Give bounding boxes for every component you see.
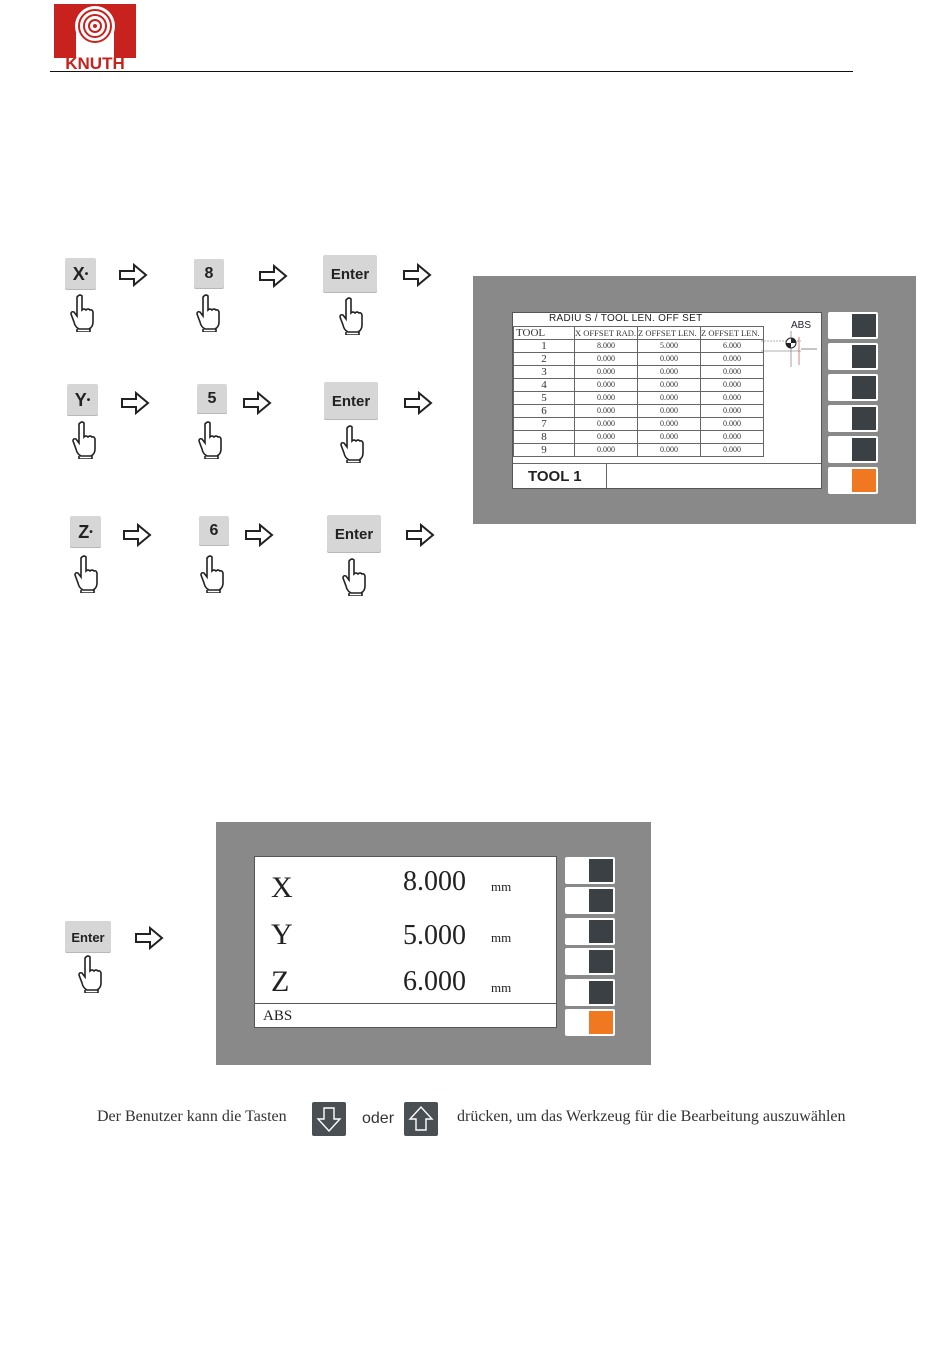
axis-value-x: 8.000 — [403, 866, 466, 897]
tool-number: 9 — [514, 444, 575, 457]
arrow-right-icon — [405, 523, 435, 547]
offset-value: 0.000 — [701, 366, 764, 379]
offset-value: 0.000 — [701, 379, 764, 392]
arrow-right-icon — [120, 391, 150, 415]
tool-number: 6 — [514, 405, 575, 418]
tool-number: 8 — [514, 431, 575, 444]
offset-value: 0.000 — [701, 392, 764, 405]
offset-value: 6.000 — [701, 340, 764, 353]
arrow-down-icon — [312, 1102, 346, 1136]
current-tool-label: TOOL 1 — [528, 468, 582, 485]
table-row — [514, 418, 764, 431]
instruction-text-start: Der Benutzer kann die Tasten — [97, 1108, 287, 1125]
pointing-hand-icon — [78, 955, 102, 993]
offset-value: 0.000 — [701, 353, 764, 366]
arrow-up-key[interactable] — [404, 1102, 438, 1136]
pointing-hand-icon — [198, 421, 222, 459]
position-footer — [255, 1003, 556, 1027]
offset-value: 0.000 — [638, 392, 701, 405]
tool-number: 2 — [514, 353, 575, 366]
pointing-hand-icon — [196, 294, 220, 332]
table-row — [514, 431, 764, 444]
enter-key[interactable]: Enter — [324, 382, 378, 420]
offset-value: 0.000 — [575, 405, 638, 418]
header-rule — [50, 71, 853, 72]
offset-table-title: RADIU S / TOOL LEN. OFF SET — [549, 313, 703, 324]
axis-label-y: Y — [271, 918, 293, 951]
table-row — [514, 379, 764, 392]
column-header: Z OFFSET LEN. — [701, 327, 764, 340]
instruction-text-or: oder — [362, 1110, 395, 1127]
table-row — [514, 366, 764, 379]
arrow-down-key[interactable] — [312, 1102, 346, 1136]
tool-number: 4 — [514, 379, 575, 392]
digit-6-key[interactable]: 6 — [199, 516, 229, 546]
softkey-5[interactable] — [828, 436, 878, 463]
column-header: X OFFSET RAD. — [575, 328, 637, 338]
offset-value: 0.000 — [638, 353, 701, 366]
offset-value: 0.000 — [638, 444, 701, 457]
digit-5-key[interactable]: 5 — [197, 384, 227, 414]
axis-value-y: 5.000 — [403, 920, 466, 951]
pointing-hand-icon — [339, 297, 363, 335]
softkey-3[interactable] — [828, 374, 878, 401]
column-header: TOOL — [514, 327, 575, 340]
tool-offset-table — [513, 326, 764, 457]
offset-value: 0.000 — [575, 392, 638, 405]
table-row — [514, 444, 764, 457]
z-axis-key[interactable]: Z • — [70, 516, 101, 548]
column-header: Z OFFSET LEN. — [638, 327, 701, 340]
softkey-2[interactable] — [565, 887, 615, 914]
enter-key[interactable]: Enter — [327, 515, 381, 553]
pointing-hand-icon — [342, 558, 366, 596]
axis-label-z: Z — [271, 965, 290, 998]
arrow-right-icon — [242, 391, 272, 415]
table-row — [514, 405, 764, 418]
arrow-right-icon — [402, 263, 432, 287]
pointing-hand-icon — [70, 294, 94, 332]
offset-value: 5.000 — [638, 340, 701, 353]
axis-value-z: 6.000 — [403, 966, 466, 997]
axis-unit-y: mm — [491, 930, 512, 945]
offset-value: 0.000 — [701, 418, 764, 431]
axis-unit-x: mm — [491, 879, 512, 894]
instruction-text-end: drücken, um das Werkzeug für die Bearbeitung auszuwählen — [457, 1108, 846, 1125]
arrow-right-icon — [118, 263, 148, 287]
offset-value: 0.000 — [701, 431, 764, 444]
knuth-logo — [52, 2, 138, 70]
table-row — [514, 392, 764, 405]
axis-label-x: X — [271, 871, 293, 904]
tool-number: 3 — [514, 366, 575, 379]
offset-value: 8.000 — [575, 340, 638, 353]
pointing-hand-icon — [340, 425, 364, 463]
softkey-1[interactable] — [565, 857, 615, 884]
softkey-1[interactable] — [828, 312, 878, 339]
tool-offset-display — [473, 276, 916, 524]
offset-value: 0.000 — [638, 379, 701, 392]
offset-value: 0.000 — [575, 366, 638, 379]
arrow-right-icon — [258, 264, 288, 288]
offset-value: 0.000 — [638, 366, 701, 379]
y-axis-key[interactable]: Y • — [67, 384, 98, 416]
digit-8-key[interactable]: 8 — [194, 259, 224, 289]
axis-unit-z: mm — [491, 980, 512, 995]
offset-value: 0.000 — [701, 405, 764, 418]
offset-footer — [513, 463, 821, 488]
x-axis-key[interactable]: X • — [65, 258, 96, 290]
softkey-4[interactable] — [828, 405, 878, 432]
position-screen — [254, 856, 557, 1028]
pointing-hand-icon — [72, 421, 96, 459]
softkey-4[interactable] — [565, 948, 615, 975]
arrow-right-icon — [122, 523, 152, 547]
logo-wordmark: KNUTH — [65, 54, 125, 70]
softkey-2[interactable] — [828, 343, 878, 370]
footer-divider — [606, 464, 607, 488]
mode-indicator: ABS — [791, 320, 812, 331]
arrow-right-icon — [134, 926, 164, 950]
enter-key[interactable]: Enter — [323, 255, 377, 293]
table-row — [514, 340, 764, 353]
mode-indicator: ABS — [263, 1008, 293, 1024]
offset-value: 0.000 — [701, 444, 764, 457]
arrow-right-icon — [403, 391, 433, 415]
arrow-right-icon — [244, 523, 274, 547]
pointing-hand-icon — [200, 555, 224, 593]
offset-value: 0.000 — [575, 444, 638, 457]
offset-value: 0.000 — [638, 405, 701, 418]
table-row — [514, 353, 764, 366]
pointing-hand-icon — [74, 555, 98, 593]
arrow-up-icon — [404, 1102, 438, 1136]
tool-number: 7 — [514, 418, 575, 431]
offset-value: 0.000 — [575, 418, 638, 431]
enter-key[interactable]: Enter — [65, 921, 111, 953]
softkey-5[interactable] — [565, 979, 615, 1006]
softkey-6[interactable] — [828, 467, 878, 494]
position-display — [216, 822, 651, 1065]
offset-value: 0.000 — [638, 418, 701, 431]
tool-offset-screen — [512, 312, 822, 489]
offset-value: 0.000 — [575, 431, 638, 444]
offset-value: 0.000 — [638, 431, 701, 444]
tool-number: 1 — [514, 340, 575, 353]
tool-number: 5 — [514, 392, 575, 405]
softkey-3[interactable] — [565, 918, 615, 945]
offset-value: 0.000 — [575, 353, 638, 366]
offset-value: 0.000 — [575, 379, 638, 392]
softkey-6[interactable] — [565, 1009, 615, 1036]
tool-diagram-icon — [761, 329, 819, 369]
